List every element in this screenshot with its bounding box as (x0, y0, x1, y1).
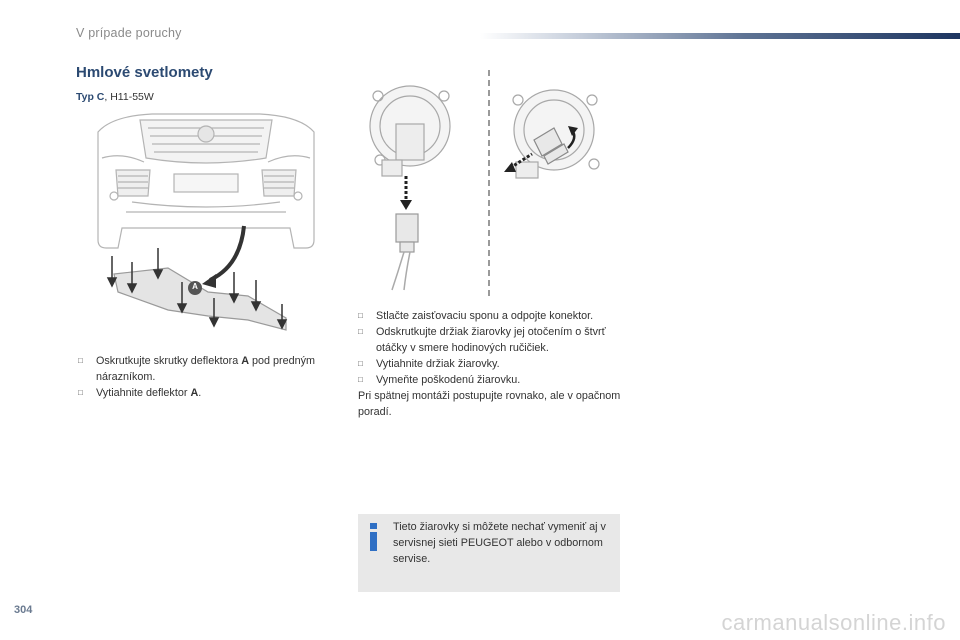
list-item: □ Vymeňte poškodenú žiarovku. (358, 374, 521, 386)
bulb-type-label: Typ C (76, 91, 105, 103)
section-header: V prípade poruchy (76, 26, 182, 40)
list-item: □ Odskrutkujte držiak žiarovky jej otočením o štvrť otáčky v smere hodinových ručičiek. (358, 326, 606, 354)
foglamp-connector-illustration (358, 76, 468, 294)
list-item: □ Vytiahnite držiak žiarovky. (358, 358, 500, 370)
reassembly-note: Pri spätnej montáži postupujte rovnako, ale v opačnom poradí. (358, 390, 621, 418)
foglamp-bulb-holder-illustration (498, 86, 618, 190)
checkbox-icon: □ (78, 388, 83, 397)
header-bar (480, 33, 960, 39)
bulb-type-line (76, 91, 154, 103)
list-item: □ Vytiahnite deflektor A. (78, 387, 202, 399)
illustration-divider (488, 70, 490, 296)
watermark: carmanualsonline.info (721, 610, 946, 635)
checkbox-icon: □ (358, 375, 363, 384)
page-title: Hmlové svetlomety (76, 64, 213, 81)
checkbox-icon: □ (78, 356, 83, 365)
info-box (358, 514, 620, 592)
info-text: Tieto žiarovky si môžete nechať vymeniť aj v servisnej sieti PEUGEOT alebo v odbornom servise. (393, 521, 606, 565)
checkbox-icon: □ (358, 327, 363, 336)
deflector-marker-label: A (192, 282, 198, 291)
bulb-type-value: , H11-55W (104, 91, 154, 103)
list-item: □ Oskrutkujte skrutky deflektora A pod predným nárazníkom. (78, 355, 316, 383)
checkbox-icon: □ (358, 311, 363, 320)
info-icon (368, 523, 379, 551)
right-instructions (358, 308, 628, 431)
left-instructions (78, 353, 318, 401)
checkbox-icon: □ (358, 359, 363, 368)
list-item: □ Stlačte zaisťovaciu sponu a odpojte konektor. (358, 310, 594, 322)
page-number: 304 (14, 604, 33, 616)
